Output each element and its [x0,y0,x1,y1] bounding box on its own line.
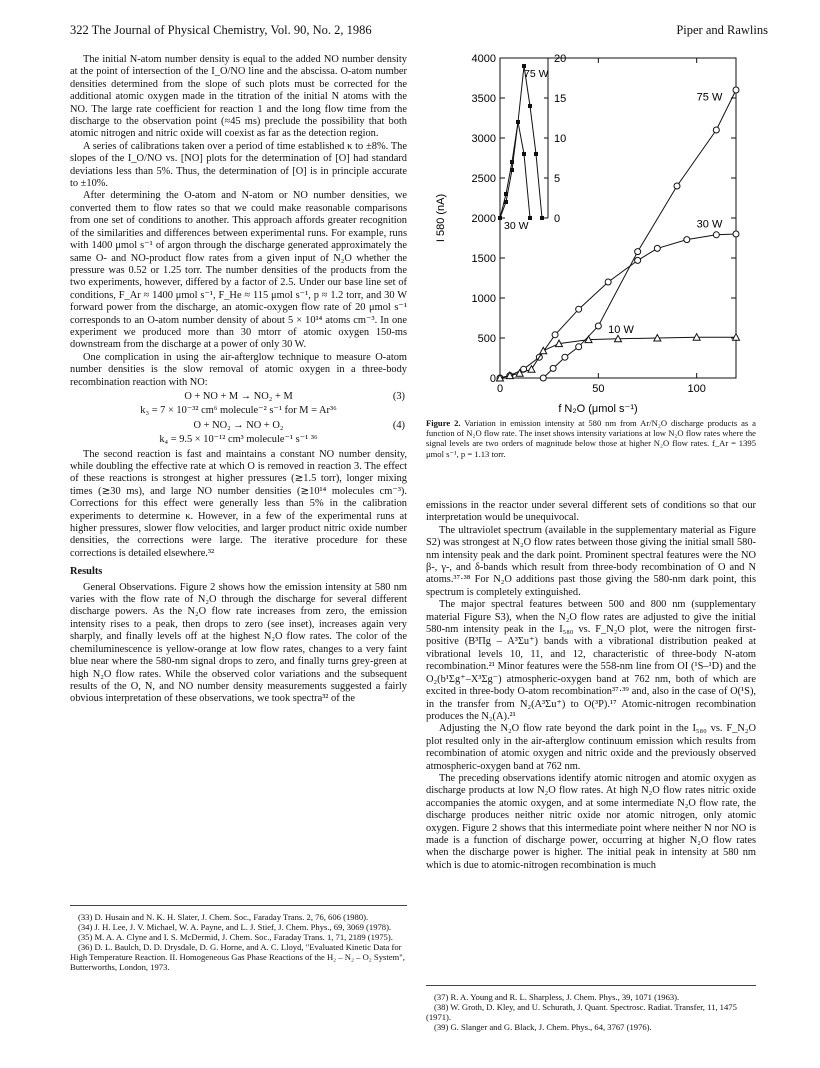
inset-tick-label: 20 [554,53,567,65]
inset-tick-label: 15 [554,93,567,105]
paragraph: The major spectral features between 500 and 800 nm (supplementary material Figure S3), when the N₂O flow rates are adjusted to give the initial 580-nm intensity peak in the I₅₈₀ vs. F_N₂O plot, were the nitrogen first-positive (B³Πg – A³Σu⁺) bands with a vibrational distribution peaked at vibrational levels 10, 11, and 12, characteristic of three-body N-atom recombination.²¹ Minor features were the 558-nm line from OI (¹S–¹D) and the O₂(b¹Σg⁺–X³Σg⁻) atmospheric-oxygen band at 762 nm, both of which are excited in three-body O-atom recombination³⁷·³⁹ and, also in the case of O(¹S), in the transfer from N₂(A³Σu⁺) to O(³P).¹⁷ Atomic-nitrogen recombination produces the N₂(A).²¹ [426,599,756,722]
reference: (34) J. H. Lee, J. V. Michael, W. A. Payne, and L. J. Stief, J. Chem. Phys., 69, 3069 (1978). [78,922,392,933]
rate-constant-k4: k₄ = 9.5 × 10⁻¹² cm³ molecule⁻¹ s⁻¹ ³⁶ [159,434,318,446]
series-label: 10 W [608,324,634,337]
series-line [500,337,736,378]
rate-constant-k3: k₃ = 7 × 10⁻³² cm⁶ molecule⁻² s⁻¹ for M = Ar³⁶ [140,405,337,417]
x-tick-label: 50 [592,383,605,395]
inset-tick-label: 0 [554,213,561,225]
data-point [674,183,680,189]
paragraph: The second reaction is fast and maintains a constant NO number density, while doubling the effective rate at which O is removed in reaction 3. The effect of these reactions is strongest at higher pressures (≳1.5 torr), longer mixing times (≳30 ms), and large NO number densities (≳10¹⁴ molecules cm⁻³). Corrections for this effect were generally less than 5% in the calibration experiments to determine κ. However, in a few of the experimental runs at higher pressures, slower flow velocities, and larger product nitric oxide number densities, the corrections were large. The iterative procedure for these corrections is detailed elsewhere.³² [70,448,407,559]
paragraph: A series of calibrations taken over a period of time established κ to ±8%. The slopes of the I_O/NO vs. [NO] plots for the determination of [O] had standard deviations less than 5%. Thus, the determination of [O] is in principle accurate to ±10%. [70,140,407,190]
chart [424,48,760,418]
paragraph: General Observations. Figure 2 shows how the emission intensity at 580 nm varies with the flow rate of N₂O through the discharge for several different discharge powers. As the N₂O flow rate increases from zero, the emission intensity rises to a peak, then drops to zero (see inset), increases again very sharply, and finally levels off at the highest N₂O flow rates. The color of the chemiluminescence is yellow-orange at low flow rates, changes to a very faint blue near where the 580-nm signal drops to zero, and finally turns grey-green at high N₂O flow rates. While the observed color variations and the subsequent results of the O, N, and NO number density measurements suggested a fairly obvious interpretation of these observations, we took spectra³² of the [70,581,407,705]
data-point [713,127,719,133]
paragraph: The initial N-atom number density is equal to the added NO number density at the point of intersection of the I_O/NO line and the abscissa. O-atom number densities determined from the slope of such plots must be corrected for the additional atomic oxygen made in the titration of the initial N atoms with the NO. The large rate coefficient for reaction 1 and the long flow time from the discharge to the observation point (≈45 ms) preclude the possibility that both atomic nitrogen and nitric oxide will coexist as far as the detection region. [70,54,407,140]
inset-tick-label: 10 [554,133,567,145]
y-tick-label: 3000 [471,133,496,145]
series-label: 30 W [696,218,723,231]
y-tick-label: 500 [477,333,496,345]
reference: (33) D. Husain and N. K. H. Slater, J. Chem. Soc., Faraday Trans. 2, 76, 606 (1980). [78,912,369,922]
equation-number: (3) [392,390,405,402]
y-tick-label: 4000 [471,53,496,65]
data-point [595,323,601,329]
data-point [733,87,739,93]
equation-text: O + NO + M → NO₂ + M [184,390,293,402]
inset-series-label: 75 W [524,68,549,81]
inset-data-point [522,152,526,156]
paragraph: One complication in using the air-afterglow technique to measure O-atom number densities is the slow removal of atomic oxygen in a three-body recombination reaction with NO: [70,351,407,388]
paragraph: The preceding observations identify atomic nitrogen and atomic oxygen as discharge products at low N₂O flow rates. At high N₂O flow rates nitric oxide accompanies the atomic oxygen, and at some intermediate N₂O flow rate, the discharge produces neither nitric oxide nor atomic nitrogen, only atomic oxygen. Figure 2 shows that this intermediate point where neither N nor NO is made is a function of discharge power, occurring at higher N₂O flow rates when the discharge power is higher. The initial peak in intensity at 580 nm which is due to atomic-nitrogen recombination is much [426,772,756,871]
data-point [635,257,641,263]
data-point [635,249,641,255]
data-point [684,237,690,243]
y-tick-label: 2000 [471,213,496,225]
right-column [426,500,756,872]
data-point [528,366,535,373]
reference: (37) R. A. Young and R. L. Sharpless, J. Chem. Phys., 39, 1071 (1963). [434,992,680,1002]
inset-series-label: 30 W [504,220,529,233]
paragraph: emissions in the reactor under several different sets of conditions so that our interpretation would be unequivocal. [426,500,756,524]
figure-2 [424,48,760,468]
y-tick-label: 0 [489,373,496,385]
caption-text: Variation in emission intensity at 580 nm from Ar/N₂O discharge products as a function of N₂O flow rate. The inset shows intensity variations at low N₂O flow rates where the signal levels are two orders of magnitude below those at higher N₂O flow rates. f_Ar = 1395 μmol s⁻¹, p = 1.13 torr. [426,418,756,459]
paragraph: The ultraviolet spectrum (available in the supplementary material as Figure S2) was strongest at N₂O flow rates between those giving the initial small 580-nm intensity peak and the dark point. Prominent spectral features were the NO β-, γ-, and δ-bands which result from three-body recombination of O and N atoms.³⁷·³⁸ For N₂O additions past those giving the 580-nm dark point, this spectrum is completely extinguished. [426,524,756,598]
inset-data-point [516,120,520,124]
equation-4 [70,420,407,432]
y-tick-label: 1000 [471,293,496,305]
left-column [70,54,407,706]
footnotes-left [70,905,407,973]
running-header-right: Piper and Rawlins [676,23,768,37]
x-tick-label: 0 [496,383,504,395]
data-point [540,375,546,381]
data-point [654,245,660,251]
reference: (38) W. Groth, D. Kley, and U. Schurath, J. Quant. Spectrosc. Radiat. Transfer, 11, 1475 (1971). [426,1002,737,1023]
equation-number: (4) [392,419,405,431]
reference: (35) M. A. A. Clyne and I. S. McDermid, J. Chem. Soc., Faraday Trans. 1, 71, 2189 (1975). [78,932,393,943]
inset-tick-label: 5 [554,173,561,185]
data-point [552,332,558,338]
reference: (36) D. L. Baulch, D. D. Drysdale, D. G. Horne, and A. C. Lloyd, "Evaluated Kinetic Data for High Temperature Reaction. II. Homogeneous Gas Phase Reactions of the H₂ – N₂ – O₂ System", Butterworths, London, 1973. [70,942,405,973]
figure-caption [426,418,756,459]
section-heading: Results [70,566,103,578]
y-tick-label: 1500 [471,253,496,265]
inset-data-point [540,216,544,220]
data-point [576,306,582,312]
data-point [550,365,556,371]
y-axis-label: I 580 (nA) [435,193,447,243]
inset-data-point [510,160,514,164]
data-point [562,354,568,360]
inset-data-point [498,216,502,220]
data-point [576,344,582,350]
inset-data-point [534,152,538,156]
inset-data-point [504,192,508,196]
equation-text: O + NO₂ → NO + O₂ [193,419,284,431]
equation-3 [70,391,407,403]
y-tick-label: 2500 [471,173,496,185]
paragraph: After determining the O-atom and N-atom or NO number densities, we converted them to flow rates so that we could make reasonable comparisons from one set of conditions to another. This approach affords greater recognition of the similarities and differences between experimental runs. For example, runs with 1400 μmol s⁻¹ of argon through the discharge generated approximately the same O- and NO-product flow rates from a given input of N₂O whether the pressure was 0.52 or 1.25 torr. The number densities of the products from the two experiments, however, differed by a factor of 2.5. Under our base line set of conditions, F_Ar ≈ 1400 μmol s⁻¹, F_He ≈ 115 μmol s⁻¹, p ≈ 1.2 torr, and 30 W forward power from the discharge, an atomic-oxygen flow rate of 20 μmol s⁻¹ corresponds to an O-atom number density of about 5 × 10¹⁴ atoms cm⁻³. In one experiment we produced more than 30 mtorr of atomic oxygen 150-ms downstream from the discharge at a power of only 30 W. [70,190,407,351]
y-tick-label: 3500 [471,93,496,105]
footnotes-right [426,985,756,1032]
x-tick-label: 100 [687,383,706,395]
series-line [500,234,736,378]
data-point [733,231,739,237]
series-label: 75 W [696,91,723,104]
inset-data-point [528,216,532,220]
data-point [605,279,611,285]
x-axis-label: f N₂O (μmol s⁻¹) [558,403,638,415]
caption-label: Figure 2. [426,418,461,428]
paragraph: Adjusting the N₂O flow rate beyond the dark point in the I₅₈₀ vs. F_N₂O plot resulted only in the air-afterglow continuum emission which results from recombination of atomic oxygen and nitric oxide and the previously observed atmospheric-oxygen band at 762 nm. [426,723,756,772]
inset-data-point [528,104,532,108]
reference: (39) G. Slanger and G. Black, J. Chem. Phys., 64, 3767 (1976). [434,1022,652,1033]
running-header-left: 322 The Journal of Physical Chemistry, Vol. 90, No. 2, 1986 [70,23,372,37]
series-line [543,90,736,378]
data-point [713,232,719,238]
